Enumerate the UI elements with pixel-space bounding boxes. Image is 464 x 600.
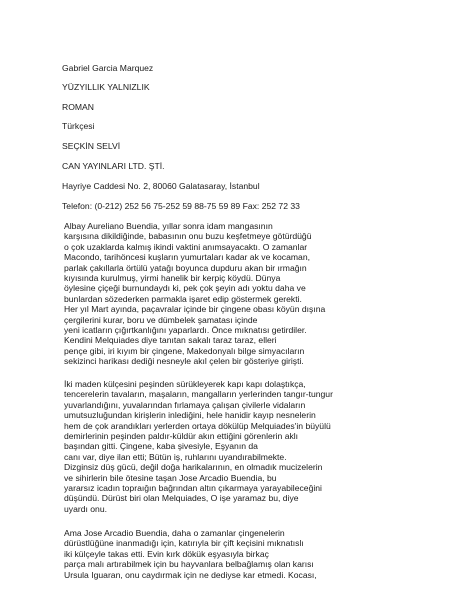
text-line: tencerelerin tavaların, maşaların, mangalların yerlerinden tangır-tungur <box>64 389 333 400</box>
text-line: Albay Aureliano Buendia, yıllar sonra idam mangasının <box>64 221 273 231</box>
translator-name: SEÇKİN SELVİ <box>62 141 121 151</box>
text-line: uyardı onu. <box>64 503 107 514</box>
text-line: o çok uzaklarda kalmış ikindi vaktini anımsayacaktı. O zamanlar <box>64 241 308 252</box>
book-title: YÜZYILLIK YALNIZLIK <box>62 82 150 92</box>
text-line: parlak çakıllarla örtülü yatağı boyunca dupduru akan bir ırmağın <box>64 262 307 273</box>
text-line: yeni icatların çığırtkanlığını yaparlardı. Önce mıknatısı getirdiler. <box>64 325 307 336</box>
paragraph-2 <box>64 379 434 514</box>
text-line: İki maden külçesini peşinden sürükleyerek kapı kapı dolaştıkça, <box>64 379 306 389</box>
text-line: Ama Jose Arcadio Buendia, daha o zamanlar çingenelerin <box>64 528 285 538</box>
text-line: umutsuzluğundan kirişlerin inlediğini, hele hanidir kayıp nesnelerin <box>64 410 316 421</box>
text-line: Ursula Iguaran, onu caydırmak için ne dediyse kar etmedi. Kocası, <box>64 569 317 580</box>
text-line: karşısına dikildiğinde, babasının onu buzu keşfetmeye götürdüğü <box>64 231 312 242</box>
text-line: öylesine çiçeği burnundaydı ki, pek çok şeyin adı yoktu daha ve <box>64 283 306 294</box>
text-line: Macondo, tarihöncesi kuşların yumurtaları kadar ak ve kocaman, <box>64 252 310 263</box>
author-name: Gabriel Garcia Marquez <box>62 63 154 73</box>
text-line: ve sihirlerin bile ötesine taşan Jose Arcadio Buendia, bu <box>64 472 277 483</box>
text-line: Her yıl Mart ayında, paçavralar içinde bir çingene obası köyün dışına <box>64 304 326 315</box>
paragraph-1 <box>64 221 434 367</box>
text-line: parça malı artırabilmek için bu hayvanlara belbağlamış olan karısı <box>64 559 314 570</box>
text-line: pençe gibi, iri kıyım bir çingene, Makedonyalı bilge simyacıların <box>64 345 305 356</box>
text-line: yararsız icadın topraığın bağrından altın çıkarmaya yarayabileceğini <box>64 483 322 494</box>
text-line: iki külçeyle takas etti. Evin kırk dökük eşyasıyla birkaç <box>64 548 269 559</box>
translation-note: Türkçesi <box>62 121 95 131</box>
text-line: Dizginsiz düş gücü, değil doğa harikalarının, en olmadık mucizelerin <box>64 462 323 473</box>
publisher-address: Hayriye Caddesi No. 2, 80060 Galatasaray, İstanbul <box>62 181 260 191</box>
text-line: düşündü. Dürüst biri olan Melquiades, O işe yaramaz bu, diye <box>64 493 299 504</box>
text-line: dürüstlüğüne inanmadığı için, katırıyla bir çift keçisini mıknatıslı <box>64 538 304 549</box>
text-line: bunlardan sözederken parmakla işaret edip göstermek gerekti. <box>64 293 302 304</box>
text-line: başından gitti. Çingene, kaba şivesiyle, Eşyanın da <box>64 441 258 452</box>
genre-label: ROMAN <box>62 102 94 112</box>
text-line: sekizinci harikası dediği nesneyle akıl çelen bir gösteriye girişti. <box>64 356 304 367</box>
paragraph-3 <box>64 528 434 580</box>
text-line: hem de çok arandıkları yerlerden ortaya dökülüp Melquiades'in büyülü <box>64 420 331 431</box>
text-line: demirlerinin peşinden paldır-küldür akın ettiğini görenlerin aklı <box>64 431 299 442</box>
text-line: canı var, diye ilan etti; Bütün iş, ruhlarını uyandırabilmekte. <box>64 451 287 462</box>
text-line: kıyısında kurulmuş, yirmi hanelik bir kerpiç köydü. Dünya <box>64 273 281 284</box>
publisher-name: CAN YAYINLARI LTD. ŞTİ. <box>62 161 165 171</box>
text-line: Kendini Melquiades diye tanıtan sakalı taraz taraz, elleri <box>64 335 277 346</box>
text-line: çergilerini kurar, boru ve dümbelek şamatası içinde <box>64 314 258 325</box>
text-line: yuvarlandığını, yuvalarından fırlamaya çalışan çivilerle vidaların <box>64 399 306 410</box>
publisher-phone: Telefon: (0-212) 252 56 75-252 59 88-75 59 89 Fax: 252 72 33 <box>62 201 300 211</box>
